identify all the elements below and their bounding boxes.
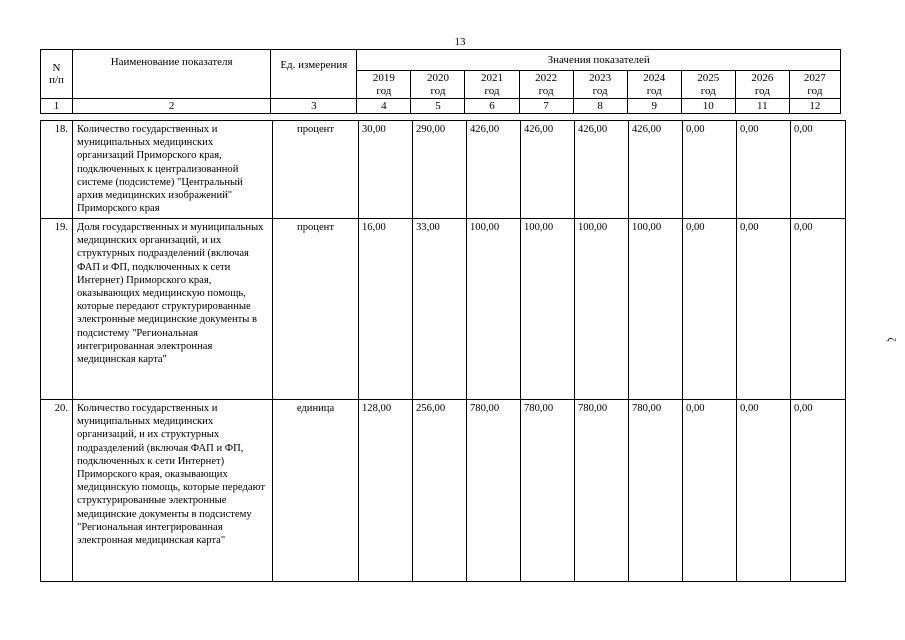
header-year-cell [357,71,411,99]
indicator-value: 0,00 [737,121,791,219]
header-year-cell [681,71,735,99]
header-column-number: 8 [573,99,627,114]
header-column-number: 7 [519,99,573,114]
header-year: 2022 [535,72,558,84]
row-number: 19. [41,219,73,400]
header-unit-cell: Ед. измерения [271,50,357,99]
header-column-number: 10 [681,99,735,114]
header-column-number: 12 [789,99,840,114]
header-year-cell [627,71,681,99]
header-year: 2025 [697,72,720,84]
header-year: 2024 [643,72,666,84]
indicator-value: 100,00 [575,219,629,400]
header-year-cell [573,71,627,99]
header-num-cell: N п/п [41,50,73,99]
indicator-value: 780,00 [629,400,683,582]
indicator-value: 0,00 [791,121,846,219]
header-year-suffix: год [538,85,554,97]
indicator-name: Количество государственных и муниципальных медицинских организаций Приморского края, подключенных к централизованной системе (подсистеме) "Центральный архив медицинских изображений" Приморского края [73,121,273,219]
indicator-value: 426,00 [521,121,575,219]
indicator-value: 0,00 [791,219,846,400]
header-column-number: 4 [357,99,411,114]
header-values-cell: Значения показателей [357,50,841,71]
indicator-value: 0,00 [683,219,737,400]
indicator-value: 0,00 [737,400,791,582]
unit-of-measure: единица [273,400,359,582]
header-year-suffix: год [807,85,823,97]
indicator-value: 33,00 [413,219,467,400]
header-column-number: 9 [627,99,681,114]
header-year-suffix: год [484,85,500,97]
header-year: 2021 [481,72,504,84]
header-year-suffix: год [700,85,716,97]
header-column-number: 11 [735,99,789,114]
header-column-number: 5 [411,99,465,114]
header-year-cell [519,71,573,99]
header-column-number: 6 [465,99,519,114]
header-year-suffix: год [376,85,392,97]
indicator-value: 0,00 [791,400,846,582]
header-year-cell [465,71,519,99]
unit-of-measure: процент [273,121,359,219]
indicator-name: Количество государственных и муниципальных медицинских организаций, и их структурных подразделений (включая ФАП и ФП, подключенных к сети Интернет) Приморского края, оказывающих медицинскую помощь, которые передают структурированные электронные медицинские документы в подсистему "Региональная интегрированная электронная медицинская карта" [73,400,273,582]
header-year-suffix: год [646,85,662,97]
header-year-suffix: год [592,85,608,97]
indicator-value: 16,00 [359,219,413,400]
header-column-number: 1 [41,99,73,114]
table-row [41,219,846,400]
indicator-value: 780,00 [521,400,575,582]
indicator-value: 780,00 [575,400,629,582]
indicator-value: 256,00 [413,400,467,582]
indicator-value: 30,00 [359,121,413,219]
header-year: 2023 [589,72,612,84]
indicator-value: 0,00 [683,121,737,219]
header-year: 2027 [803,72,826,84]
header-column-number: 2 [73,99,271,114]
indicator-value: 426,00 [629,121,683,219]
indicator-value: 0,00 [683,400,737,582]
header-year-suffix: год [754,85,770,97]
indicator-name: Доля государственных и муниципальных медицинских организаций, и их структурных подразделений (включая ФАП и ФП, подключенных к сети Интернет) Приморского края, оказывающих медицинскую помощь, которые передают структурированные электронные медицинские документы в подсистему "Региональная интегрированная электронная медицинская карта" [73,219,273,400]
indicator-value: 100,00 [467,219,521,400]
header-year-cell [735,71,789,99]
indicator-value: 780,00 [467,400,521,582]
indicator-value: 128,00 [359,400,413,582]
indicator-value: 100,00 [629,219,683,400]
header-year-cell [789,71,840,99]
table-row [41,400,846,582]
row-number: 18. [41,121,73,219]
header-year-cell [411,71,465,99]
header-year-suffix: год [430,85,446,97]
header-year: 2020 [426,72,449,84]
unit-of-measure: процент [273,219,359,400]
indicator-value: 426,00 [467,121,521,219]
side-margin-mark: ζ [885,337,897,342]
indicator-value: 100,00 [521,219,575,400]
indicators-table [40,120,846,582]
page-number: 13 [454,36,466,48]
table-header [40,49,841,114]
table-row [41,121,846,219]
row-number: 20. [41,400,73,582]
indicator-value: 290,00 [413,121,467,219]
header-year: 2026 [751,72,774,84]
header-year: 2019 [372,72,395,84]
indicator-value: 0,00 [737,219,791,400]
header-name-cell: Наименование показателя [73,50,271,99]
header-column-number: 3 [271,99,357,114]
indicator-value: 426,00 [575,121,629,219]
